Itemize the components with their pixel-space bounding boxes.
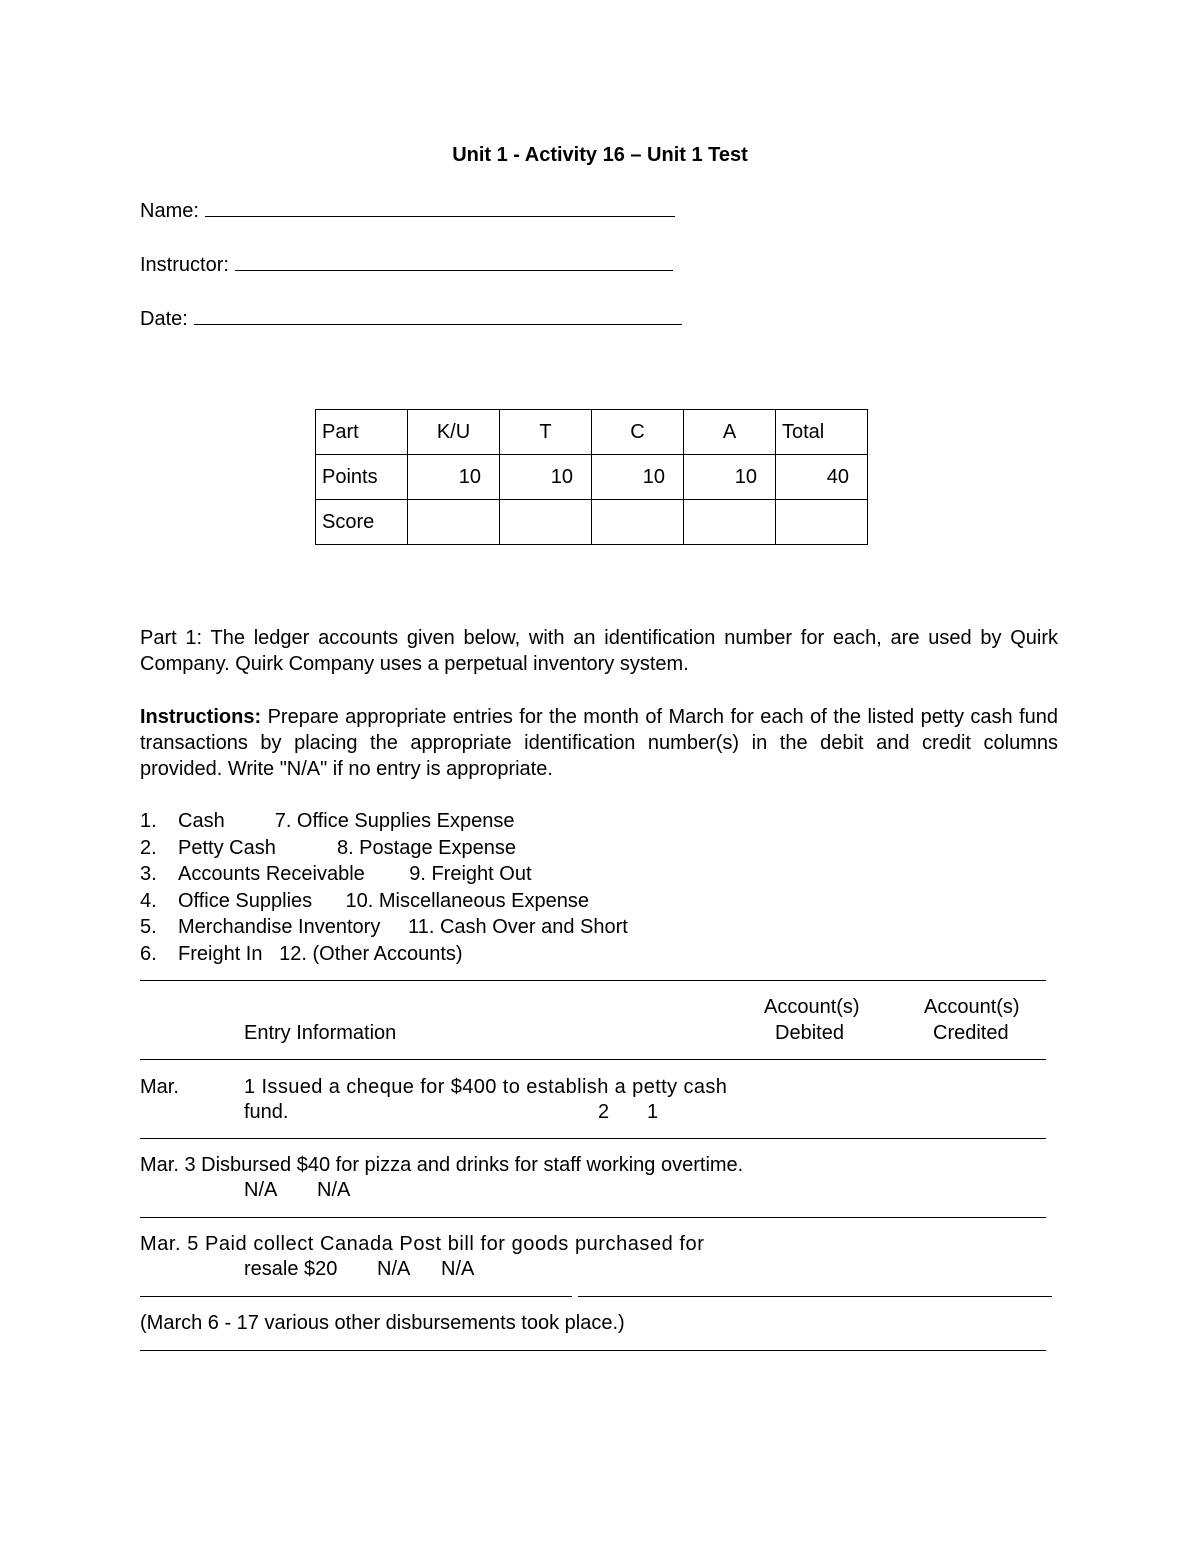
part1-intro: Part 1: The ledger accounts given below, with an identification number for each, are used by Quirk Company. Quirk Company uses a perpetual inventory system. (140, 627, 1058, 675)
cell-points-label: Points (316, 455, 408, 500)
list-item: 2. Petty Cash 8. Postage Expense (140, 836, 516, 859)
divider (578, 1296, 1052, 1297)
divider (140, 1059, 1046, 1060)
cell-points-a: 10 (684, 455, 776, 500)
cell-part-total: Total (776, 410, 868, 455)
list-item: 5. Merchandise Inventory 11. Cash Over and Short (140, 916, 628, 938)
cell-part-label: Part (316, 410, 408, 455)
entry1-description: 1 Issued a cheque for $400 to establish a petty cash (244, 1076, 728, 1098)
cell-points-c: 10 (592, 455, 684, 500)
entry1-credit[interactable]: 1 (647, 1101, 659, 1123)
divider (140, 980, 1046, 981)
cell-part-a: A (684, 410, 776, 455)
cell-part-ku: K/U (408, 410, 500, 455)
name-blank[interactable] (205, 196, 675, 217)
cell-points-total: 40 (776, 455, 868, 500)
cell-score-total[interactable] (776, 500, 868, 545)
entry3-description: Mar. 5 Paid collect Canada Post bill for goods purchased for (140, 1233, 705, 1255)
cell-score-t[interactable] (500, 500, 592, 545)
instructions-paragraph (140, 704, 1058, 782)
cell-points-ku: 10 (408, 455, 500, 500)
header-entry-information: Entry Information (244, 1022, 397, 1044)
name-label: Name: (140, 200, 199, 222)
score-table-row-part (316, 410, 868, 455)
header-debit-line1: Account(s) (764, 996, 860, 1018)
divider (140, 1138, 1046, 1139)
list-item: 6. Freight In 12. (Other Accounts) (140, 942, 463, 965)
entry1-description-cont: fund. (244, 1101, 289, 1123)
list-item: 4. Office Supplies 10. Miscellaneous Expense (140, 889, 589, 912)
cell-score-ku[interactable] (408, 500, 500, 545)
date-field[interactable] (140, 304, 682, 332)
instructor-blank[interactable] (235, 250, 673, 271)
cell-points-t: 10 (500, 455, 592, 500)
date-blank[interactable] (194, 304, 682, 325)
cell-part-t: T (500, 410, 592, 455)
score-table-row-score (316, 500, 868, 545)
instructor-field[interactable] (140, 250, 673, 278)
header-credit-line1: Account(s) (924, 996, 1020, 1018)
divider (140, 1350, 1046, 1351)
account-list (140, 808, 628, 967)
entry2-debit[interactable]: N/A (244, 1179, 278, 1201)
score-table-row-points (316, 455, 868, 500)
header-debit-line2: Debited (775, 1022, 844, 1044)
score-table (315, 409, 868, 545)
header-credit-line2: Credited (933, 1022, 1009, 1044)
instructions-text: Prepare appropriate entries for the month of March for each of the listed petty cash fund transactions by placing the appropriate identification number(s) in the debit and credit columns provided. Write "N/A" if no entry is appropriate. (140, 706, 1058, 780)
entry1-debit[interactable]: 2 (598, 1101, 610, 1123)
instructions-label: Instructions: (140, 706, 262, 728)
list-item: 3. Accounts Receivable 9. Freight Out (140, 863, 532, 885)
page-title: Unit 1 - Activity 16 – Unit 1 Test (452, 144, 748, 166)
disbursement-note: (March 6 - 17 various other disbursements took place.) (140, 1312, 625, 1334)
divider (140, 1296, 572, 1297)
entry3-credit[interactable]: N/A (441, 1258, 475, 1280)
divider (140, 1217, 1046, 1218)
cell-part-c: C (592, 410, 684, 455)
cell-score-label: Score (316, 500, 408, 545)
list-item: 1. Cash 7. Office Supplies Expense (140, 810, 515, 832)
instructor-label: Instructor: (140, 254, 229, 276)
date-label: Date: (140, 308, 188, 330)
entry2-description: Mar. 3 Disbursed $40 for pizza and drinks for staff working overtime. (140, 1154, 744, 1176)
cell-score-c[interactable] (592, 500, 684, 545)
entry3-description-cont: resale $20 (244, 1258, 338, 1280)
name-field[interactable] (140, 196, 675, 224)
entry3-debit[interactable]: N/A (377, 1258, 411, 1280)
entry1-month: Mar. (140, 1076, 179, 1098)
cell-score-a[interactable] (684, 500, 776, 545)
entry2-credit[interactable]: N/A (317, 1179, 351, 1201)
